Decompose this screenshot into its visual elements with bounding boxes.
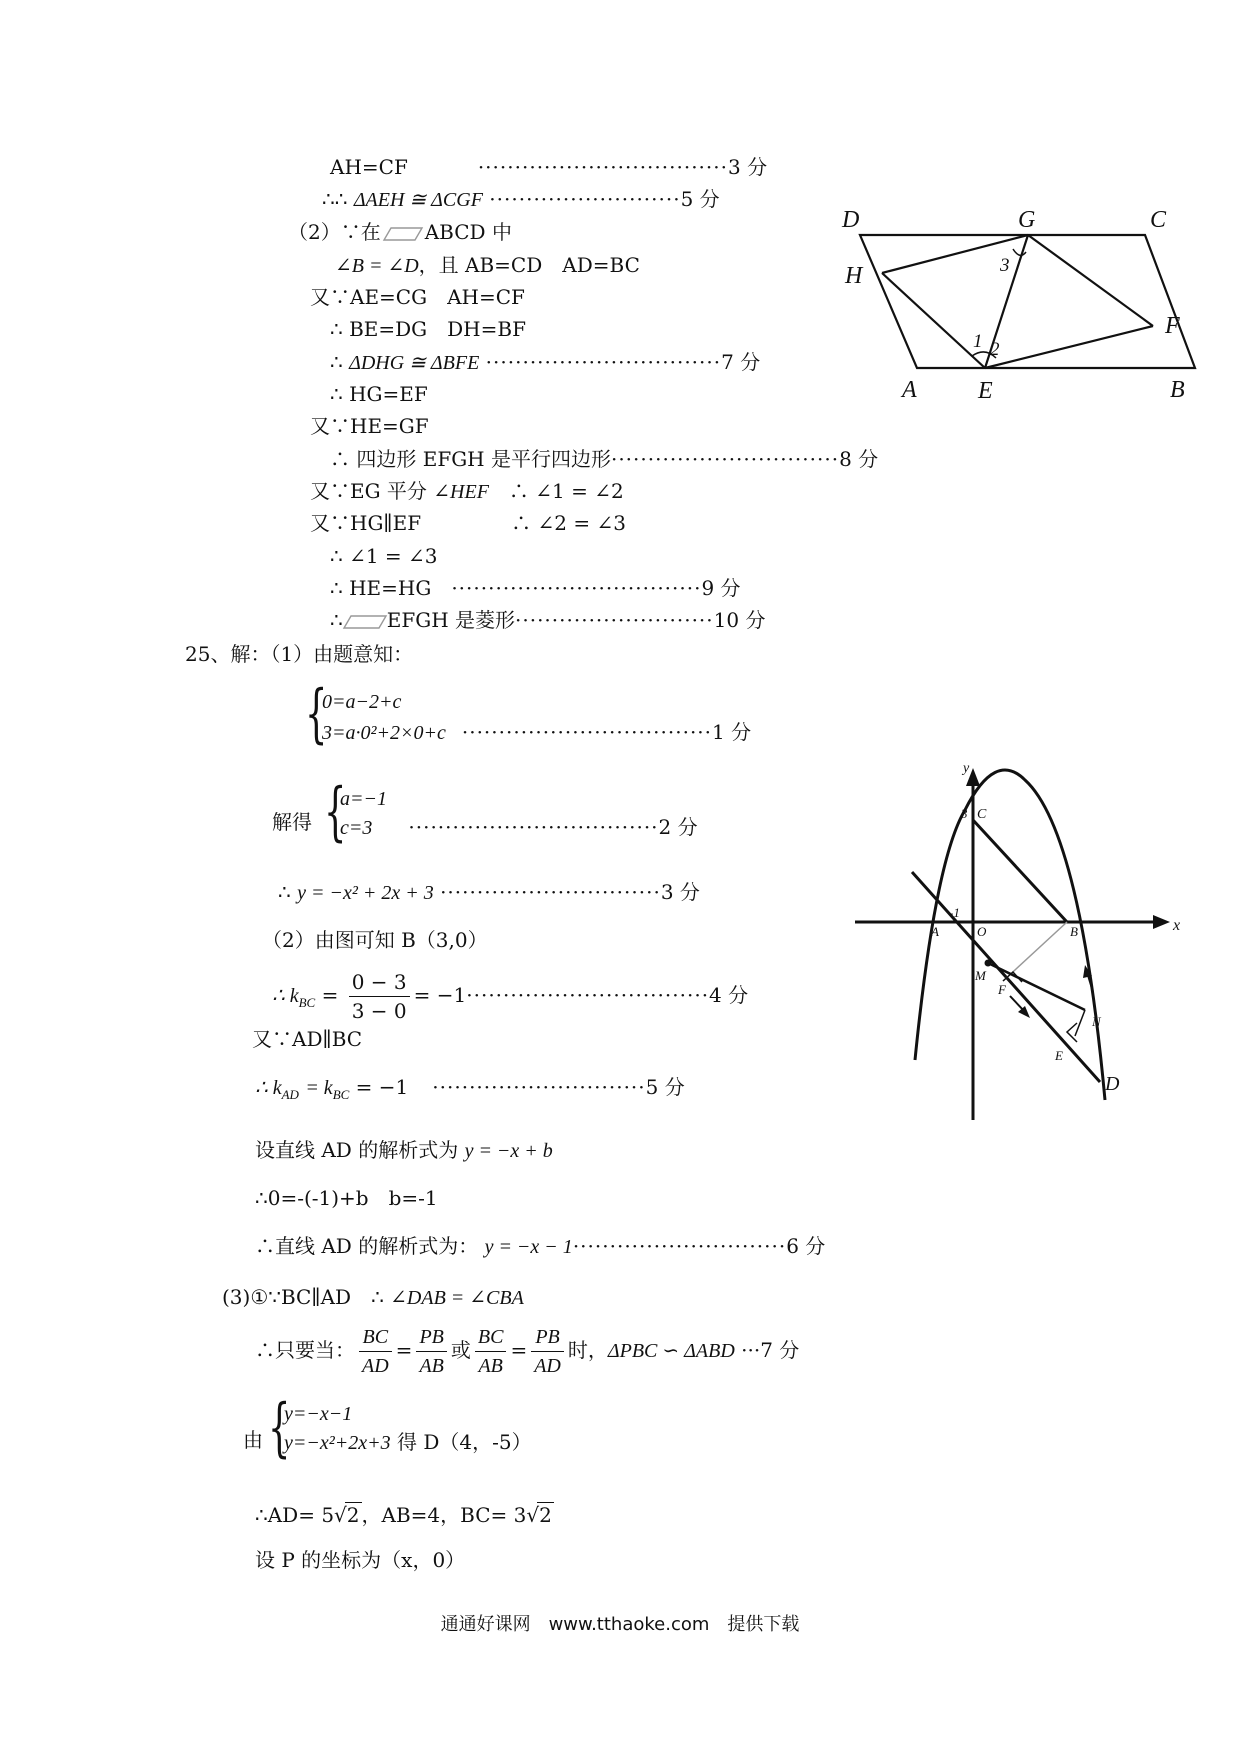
label-angle-3: 3: [1000, 255, 1010, 276]
label-angle-1: 1: [973, 331, 983, 352]
q24-line-congruent-dhg: ∴ ΔDHG ≅ ΔBFE ································7 分: [330, 350, 761, 374]
label-y-axis: y: [963, 761, 970, 776]
q25-kad: ∴ $k_{AD} = k_{BC} = -1 \cdot\cdot\cdot\cdot\cdot\cdot\cdot\cdot\cdot\cdot\cdot\cdot\cdot\cdot\cdot\cdot\cdot\cdot\cdot\cdot\cdot\cdot\cdot\cdot\cdot\cdot\cdot\cdot\cdot 5$ 分: [255, 1075, 685, 1102]
q24-line-rhombus: ∴ EFGH 是菱形···························10 分: [330, 608, 766, 632]
q24-line-hg-parallel: 又∵HG∥EF ∴ ∠2 = ∠3: [310, 511, 626, 535]
q24-line-congruent-aeh: ∴∴ ΔAEH ≅ ΔCGF ··························5 分: [322, 187, 720, 211]
q25-sys1-eq1: 0=a−2+c: [322, 691, 402, 713]
q24-line-bisect: 又∵EG 平分 ∠HEF ∴ ∠1 = ∠2: [310, 479, 624, 503]
q24-line-he-hg: ∴ HE=HG ··································9 分: [330, 576, 741, 600]
q25-sys3-eq1: y=−x−1: [284, 1403, 353, 1425]
label-E: E: [1055, 1048, 1063, 1063]
label-angle-2: 2: [990, 339, 1000, 360]
label-A: A: [931, 924, 939, 939]
page-footer: 通通好课网 www.tthaoke.com 提供下载: [440, 1614, 800, 1635]
q25-part3-head: (3)①∵BC∥AD ∴ ∠DAB = ∠CBA: [222, 1285, 524, 1309]
q24-line-he-gf: 又∵HE=GF: [310, 414, 429, 438]
q25-kbc: ∴ $k_{BC}$ = $\frac{0 - 3}{3 - 0}$ = −1·································4 分: [272, 970, 749, 1023]
q25-parabola-eq: ∴ y = −x² + 2x + 3 ······························3 分: [278, 880, 700, 904]
parabola-figure: [855, 760, 1185, 1140]
parallelogram-icon: [383, 227, 423, 241]
q24-line-hg-ef: ∴ HG=EF: [330, 382, 428, 406]
label-M: M: [975, 968, 986, 983]
q25-head: 25、解：（1）由题意知：: [185, 642, 414, 666]
parallelogram-icon: [343, 615, 387, 629]
q25-sys2-eq2: c=3 ··································2 分: [340, 815, 698, 839]
label-G: G: [1018, 207, 1036, 233]
q24-line-angles: ∠B = ∠D，且 AB=CD AD=BC: [335, 253, 640, 277]
label-x-axis: x: [1173, 917, 1181, 934]
q24-line-be-dg: ∴ BE=DG DH=BF: [330, 317, 526, 341]
label-D: D: [842, 207, 860, 233]
kbc-fraction: $\frac{0 - 3}{3 - 0}$: [349, 968, 410, 1025]
label-O: O: [977, 924, 987, 939]
q24-line-ae-cg: 又∵AE=CG AH=CF: [310, 285, 525, 309]
q25-lengths: ∴AD= 5√2 ，AB=4，BC= 3√2: [255, 1503, 552, 1527]
q25-solve-label: 解得: [272, 810, 312, 834]
label-D: D: [1105, 1073, 1120, 1095]
q25-set-p: 设 P 的坐标为（x，0）: [255, 1548, 466, 1572]
label-H: H: [845, 263, 863, 289]
label-B: B: [1070, 924, 1078, 939]
q25-ad-result: ∴直线 AD 的解析式为： y = −x − 1·····························6 分: [255, 1234, 826, 1258]
q25-ad-parallel: 又∵AD∥BC: [252, 1027, 363, 1051]
label-N: N: [1092, 1014, 1101, 1029]
system-brace: {: [324, 775, 347, 849]
label-C: C: [977, 807, 987, 822]
label-F: F: [998, 982, 1006, 997]
q25-sys2-eq1: a=−1: [340, 788, 387, 810]
q25-by-label: 由: [243, 1428, 263, 1452]
parallelogram-figure: [830, 205, 1190, 405]
q25-sys1-eq2: 3=a·0²+2×0+c ··································1 分: [322, 720, 752, 744]
label-B: B: [1170, 377, 1185, 403]
label-E: E: [978, 378, 993, 404]
q25-part2-head: （2）由图可知 B（3,0）: [262, 928, 488, 952]
system-brace: {: [268, 1391, 291, 1465]
q25-similar-condition: ∴只要当： $\frac{BC}{AD}$ = $\frac{PB}{AB}$ 或 $\frac{BC}{AB}$ = $\frac{PB}{AD}$ 时，ΔPBC ∽ ΔABD ···7 分: [255, 1318, 799, 1382]
q25-calc-b: ∴0=-(-1)+b b=-1: [255, 1186, 438, 1210]
label-three: 3: [961, 806, 968, 821]
label-F: F: [1165, 313, 1180, 339]
q24-line-ah-cf: AH=CF ··································3 分: [330, 155, 768, 179]
label-minus-one: -1: [949, 905, 960, 920]
q25-set-ad: 设直线 AD 的解析式为 y = −x + b: [255, 1138, 553, 1162]
q24-line-angle-eq: ∴ ∠1 = ∠3: [330, 544, 438, 568]
q24-line-parallelogram: ∴ 四边形 EFGH 是平行四边形·······························8 分: [330, 447, 879, 471]
q24-part2-head: （2）∵在 ABCD 中: [288, 220, 512, 244]
label-A: A: [902, 377, 917, 403]
label-C: C: [1150, 207, 1167, 233]
system-brace: {: [305, 677, 328, 751]
q25-sys3-eq2: y=−x²+2x+3 得 D（4，-5）: [284, 1430, 532, 1454]
